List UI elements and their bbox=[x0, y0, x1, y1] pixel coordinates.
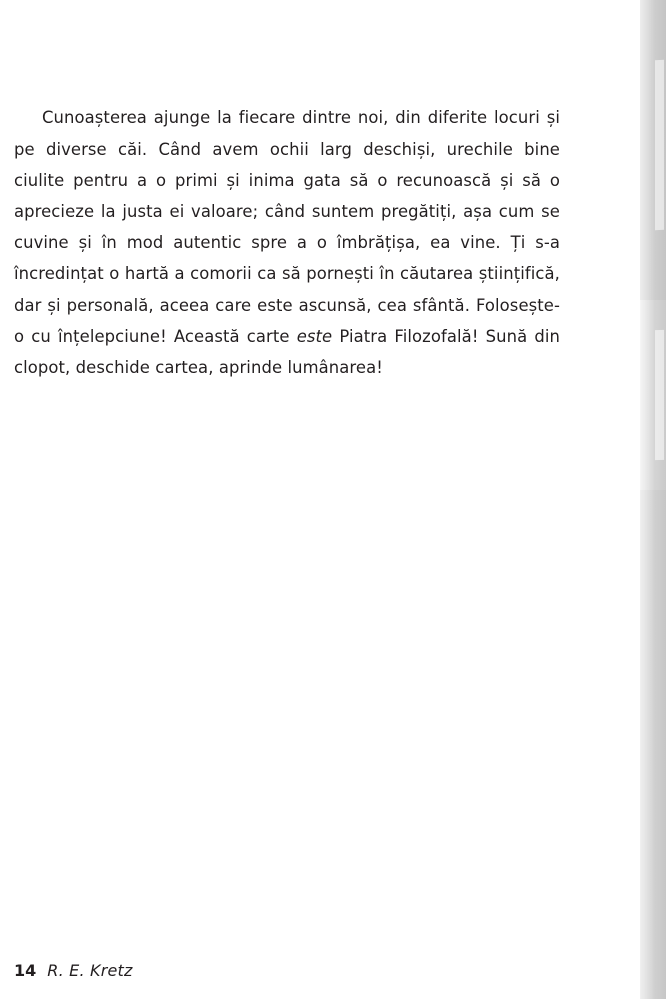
running-head-author: R. E. Kretz bbox=[47, 961, 133, 980]
page-edge-shadow bbox=[640, 0, 666, 999]
page-footer bbox=[14, 961, 133, 980]
page-edge-highlight-upper bbox=[655, 60, 664, 230]
page-edge-band-bottom bbox=[640, 490, 666, 999]
body-paragraph bbox=[14, 102, 566, 383]
page-edge-highlight-lower bbox=[655, 330, 664, 460]
page-number: 14 bbox=[14, 961, 37, 980]
paragraph-text-before-emphasis: Cunoașterea ajunge la fiecare dintre noi, din diferite locuri și pe diverse căi. Când avem ochii larg deschiși, urechile bine ciulite pentru a o primi și inima gata să o recunoască și să o aprecieze la justa ei valoare; când suntem pregătiți, așa cum se cuvine și în mod autentic spre a o îmbrățișa, ea vine. Ți s-a încredințat o hartă a comorii ca să pornești în căutarea științifică, dar și personală, aceea care este ascunsă, cea sfântă. Folosește-o cu înțelepciune! Această carte bbox=[14, 108, 566, 346]
paragraph-text-after-emphasis: Piatra Filozofală! Sună din clopot, deschide cartea, aprinde lumânarea! bbox=[14, 326, 566, 378]
emphasized-word: este bbox=[296, 326, 333, 346]
